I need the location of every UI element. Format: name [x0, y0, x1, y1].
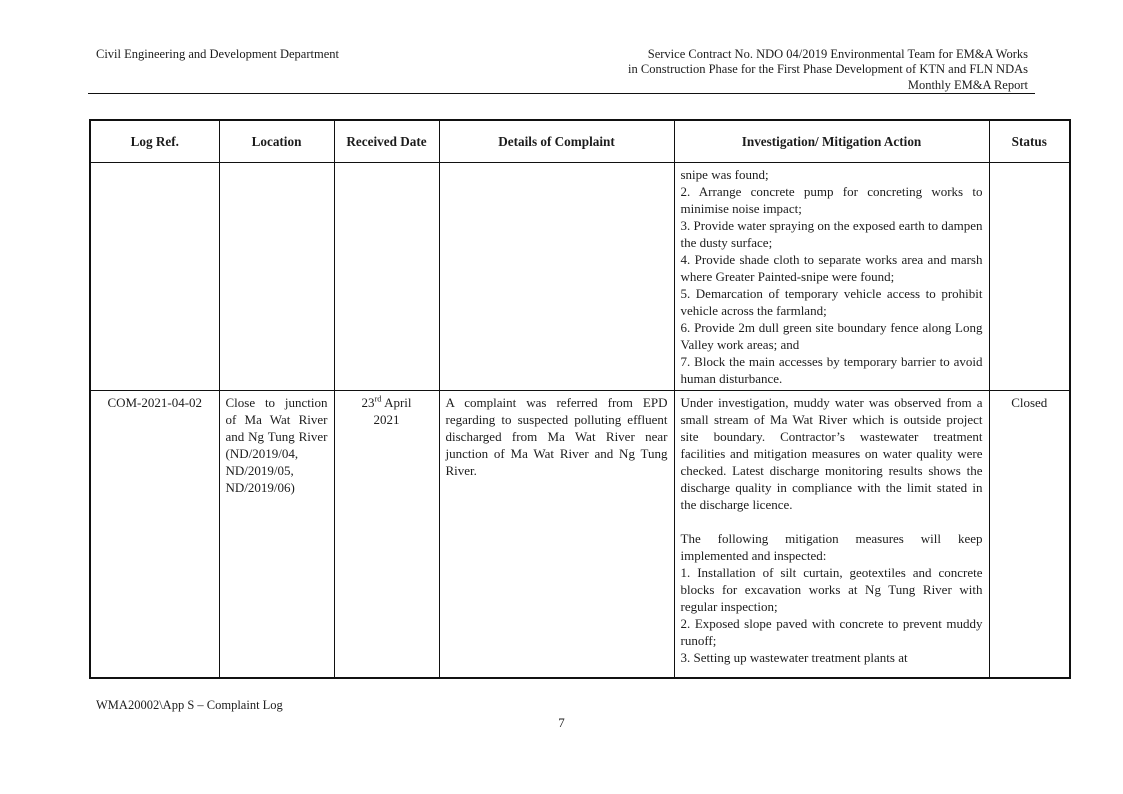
investigation-paragraph: 3. Setting up wastewater treatment plants at [680, 649, 908, 665]
cell-received-date [334, 162, 439, 390]
cell-status: Closed [989, 390, 1070, 678]
investigation-paragraph: 6. Provide 2m dull green site boundary fence along Long Valley work areas; and [680, 319, 983, 352]
header-divider-rule [88, 93, 1035, 94]
cell-details: A complaint was referred from EPD regarding to suspected polluting effluent discharged from Ma Wat River near junction of Ma Wat River and Ng Tung River. [439, 390, 674, 678]
cell-log-ref: COM-2021-04-02 [90, 390, 219, 678]
cell-investigation [674, 390, 989, 678]
table-header-row [90, 120, 1070, 162]
received-date-year: 2021 [373, 411, 400, 427]
complaint-log-table [89, 119, 1071, 679]
column-header-log-ref: Log Ref. [90, 120, 219, 162]
column-header-status: Status [989, 120, 1070, 162]
cell-log-ref [90, 162, 219, 390]
column-header-received-date: Received Date [334, 120, 439, 162]
investigation-paragraph: 2. Exposed slope paved with concrete to prevent muddy runoff; [680, 615, 983, 648]
header-contract-line3: Monthly EM&A Report [907, 77, 1028, 92]
footer-doc-ref: WMA20002\App S – Complaint Log [96, 698, 283, 712]
received-date-ordinal: rd [374, 393, 382, 404]
investigation-paragraph: Under investigation, muddy water was observed from a small stream of Ma Wat River which is outside project site boundary. Contractor’s wastewater treatment facilities and mitigation measures on water quality were checked. Latest discharge monitoring results shows the discharge quality in compliance with the limit stated in the discharge licence. [680, 394, 983, 512]
column-header-details: Details of Complaint [439, 120, 674, 162]
page-number: 7 [558, 715, 565, 730]
received-date-day: 23 [361, 394, 375, 410]
header-department: Civil Engineering and Development Department [96, 47, 339, 61]
investigation-paragraph: 3. Provide water spraying on the exposed earth to dampen the dusty surface; [680, 217, 983, 250]
header-contract-line2: in Construction Phase for the First Phase Development of KTN and FLN NDAs [628, 62, 1028, 77]
cell-details [439, 162, 674, 390]
received-date-month: April [384, 394, 412, 410]
cell-status [989, 162, 1070, 390]
cell-location [219, 162, 334, 390]
column-header-location: Location [219, 120, 334, 162]
investigation-paragraph: 4. Provide shade cloth to separate works area and marsh where Greater Painted-snipe were found; [680, 251, 983, 284]
investigation-paragraph: 2. Arrange concrete pump for concreting works to minimise noise impact; [680, 183, 983, 216]
header-contract-line1: Service Contract No. NDO 04/2019 Environmental Team for EM&A Works [647, 47, 1028, 61]
cell-investigation [674, 162, 989, 390]
investigation-paragraph: 1. Installation of silt curtain, geotextiles and concrete blocks for excavation works at Ng Tung River with regular inspection; [680, 564, 983, 614]
investigation-paragraph: 7. Block the main accesses by temporary barrier to avoid human disturbance. [680, 353, 983, 386]
table-row-com-2021-04-02 [90, 390, 1070, 678]
cell-location: Close to junction of Ma Wat River and Ng Tung River (ND/2019/04, ND/2019/05, ND/2019/06) [219, 390, 334, 678]
investigation-paragraph: snipe was found; [680, 166, 769, 182]
column-header-investigation: Investigation/ Mitigation Action [674, 120, 989, 162]
table-row-continuation [90, 162, 1070, 390]
header-contract-block [628, 47, 1028, 93]
cell-received-date [334, 390, 439, 678]
investigation-paragraph: The following mitigation measures will keep implemented and inspected: [680, 530, 983, 563]
investigation-paragraph: 5. Demarcation of temporary vehicle access to prohibit vehicle across the farmland; [680, 285, 983, 318]
